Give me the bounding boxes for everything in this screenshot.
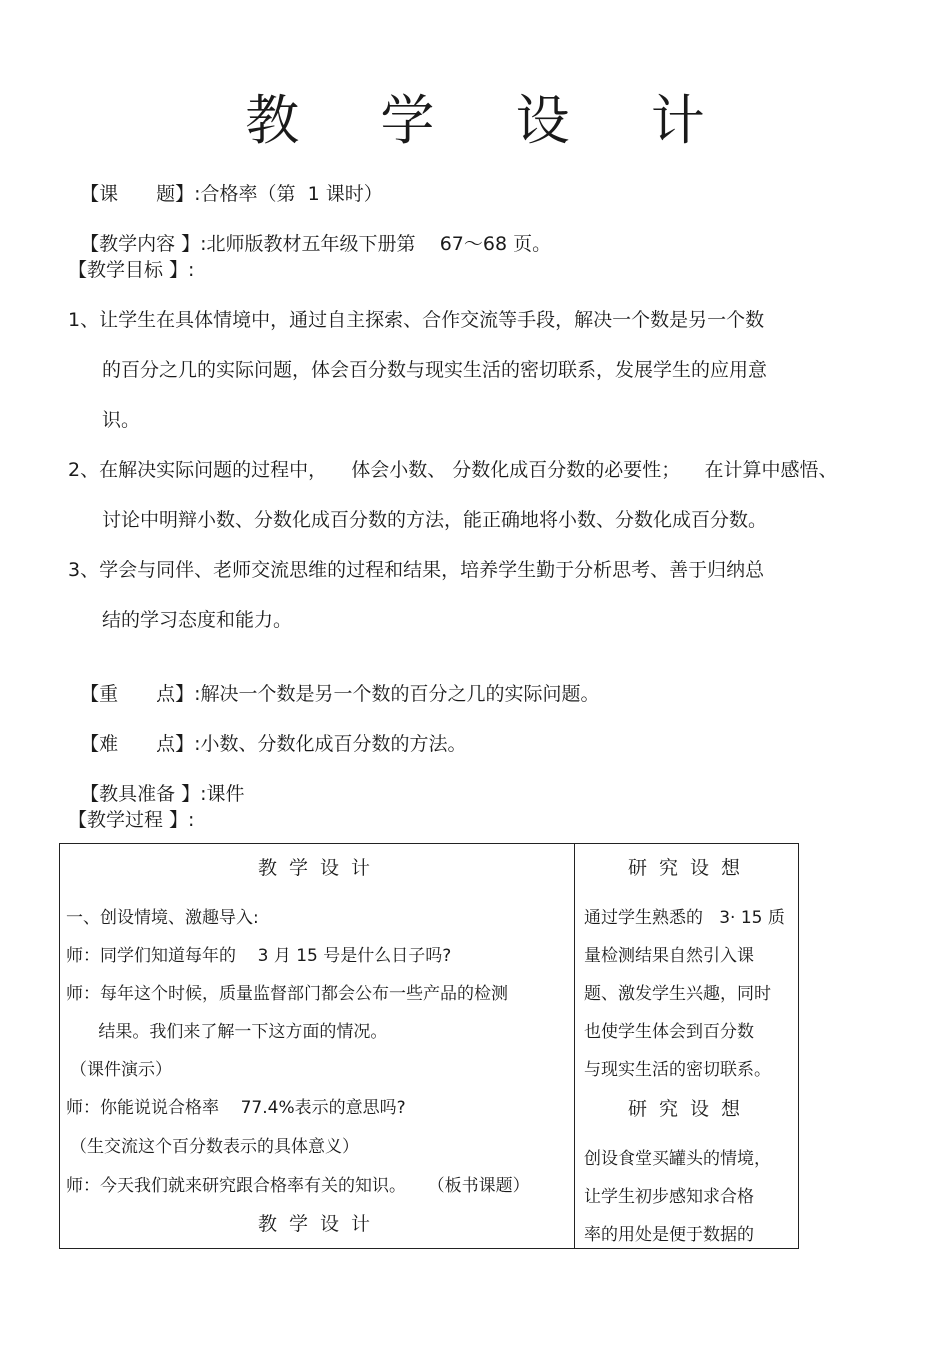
left-row-2: 师：同学们知道每年的 3 月 15 号是什么日子吗? <box>66 946 452 966</box>
process-label: 【教学过程 】: <box>68 809 195 831</box>
goal-3-line-2: 结的学习态度和能力。 <box>102 609 293 631</box>
left-row-5: （课件演示） <box>70 1060 172 1080</box>
right-row-7: 让学生初步感知求合格 <box>584 1187 754 1207</box>
difficulty-label: 【难 点】: <box>80 733 201 755</box>
goal-2-num: 2、 <box>68 459 100 481</box>
left-row-6: 师：你能说说合格率 77.4%表示的意思吗? <box>66 1098 406 1118</box>
left-row-3: 师：每年这个时候，质量监督部门都会公布一些产品的检测 <box>66 984 508 1004</box>
difficulty-value: 小数、分数化成百分数的方法。 <box>200 733 467 755</box>
right-row-3: 题、激发学生兴趣，同时 <box>584 984 771 1004</box>
left-row-8: 师：今天我们就来研究跟合格率有关的知识。 （板书课题） <box>66 1176 530 1196</box>
tools-value: 课件 <box>206 783 245 805</box>
tools-row <box>68 758 245 806</box>
goal-1-line-1 <box>68 308 764 332</box>
content-value: 北师版教材五年级下册第 67～68 页。 <box>206 233 552 255</box>
goal-1-line-2: 的百分之几的实际问题，体会百分数与现实生活的密切联系，发展学生的应用意 <box>102 359 768 381</box>
left-column-header: 教学设计 <box>258 857 383 879</box>
left-row-4: 结果。我们来了解一下这方面的情况。 <box>66 1022 388 1042</box>
goal-2-line-1 <box>68 458 837 482</box>
goals-label: 【教学目标 】: <box>68 259 195 281</box>
goal-1-text-1: 让学生在具体情境中，通过自主探索、合作交流等手段，解决一个数是另一个数 <box>99 309 765 331</box>
right-row-1: 通过学生熟悉的 3· 15 质 <box>584 908 785 928</box>
tools-label: 【教具准备 】: <box>80 783 207 805</box>
content-row <box>68 208 551 256</box>
goal-3-line-1 <box>68 558 764 582</box>
key-point-row <box>68 658 600 706</box>
goal-2-text-1: 在解决实际问题的过程中， 体会小数、 分数化成百分数的必要性； 在计算中感悟、 <box>99 459 838 481</box>
right-second-header: 研究设想 <box>628 1098 753 1120</box>
goal-3-num: 3、 <box>68 559 100 581</box>
topic-value: 合格率（第 1 课时） <box>200 183 383 205</box>
right-row-2: 量检测结果自然引入课 <box>584 946 754 966</box>
topic-row <box>68 158 383 206</box>
page-title: 教 学 设 计 <box>245 89 737 152</box>
right-row-5: 与现实生活的密切联系。 <box>584 1060 771 1080</box>
right-row-6: 创设食堂买罐头的情境， <box>584 1149 771 1169</box>
right-row-8: 率的用处是便于数据的 <box>584 1225 754 1245</box>
left-row-7: （生交流这个百分数表示的具体意义） <box>70 1137 359 1157</box>
content-label: 【教学内容 】: <box>80 233 207 255</box>
difficulty-row <box>68 708 467 756</box>
right-row-4: 也使学生体会到百分数 <box>584 1022 754 1042</box>
left-footer-header: 教学设计 <box>258 1213 383 1235</box>
key-point-value: 解决一个数是另一个数的百分之几的实际问题。 <box>200 683 600 705</box>
goal-1-num: 1、 <box>68 309 100 331</box>
topic-label: 【课 题】: <box>80 183 201 205</box>
key-point-label: 【重 点】: <box>80 683 201 705</box>
goal-3-text-1: 学会与同伴、老师交流思维的过程和结果，培养学生勤于分析思考、善于归纳总 <box>99 559 765 581</box>
goal-1-line-3: 识。 <box>102 409 141 431</box>
table-column-divider <box>574 843 575 1249</box>
goal-2-line-2: 讨论中明辩小数、分数化成百分数的方法，能正确地将小数、分数化成百分数。 <box>102 509 768 531</box>
left-row-1: 一、创设情境、激趣导入: <box>66 908 259 928</box>
right-column-header: 研究设想 <box>628 857 753 879</box>
